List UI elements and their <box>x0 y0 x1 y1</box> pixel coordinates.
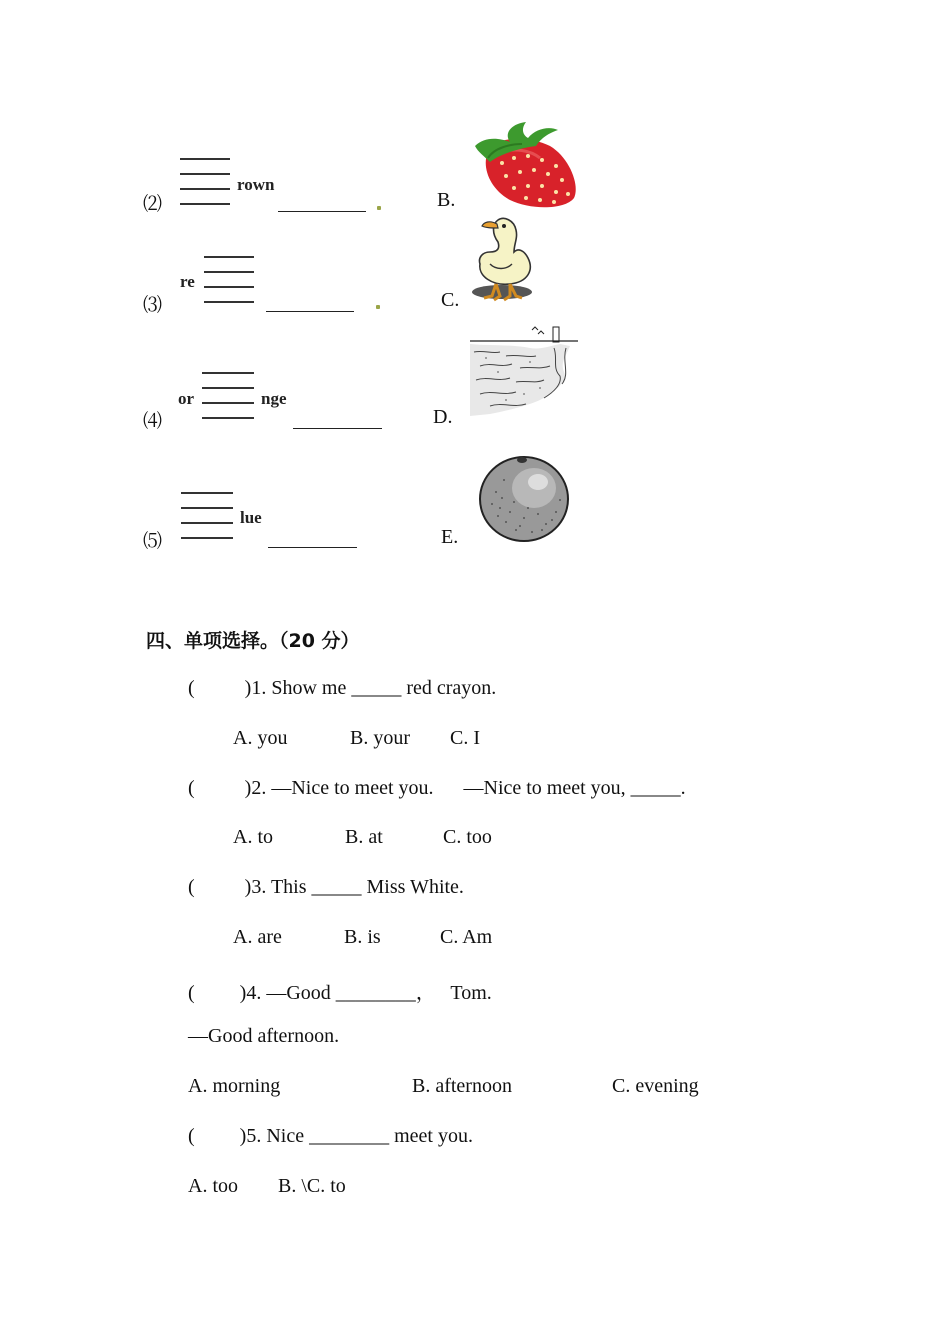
four-line-grid <box>202 372 254 432</box>
answer-blank[interactable] <box>266 311 354 312</box>
question-stem: ( )2. —Nice to meet you. —Nice to meet you, _____. <box>188 777 686 799</box>
option-a[interactable]: A. to <box>233 826 273 848</box>
four-line-grid <box>204 256 254 316</box>
option-b[interactable]: B. afternoon <box>412 1075 512 1097</box>
option-a[interactable]: A. morning <box>188 1075 281 1097</box>
duck-picture <box>470 212 540 304</box>
choice-letter: E. <box>441 526 459 548</box>
choice-letter: C. <box>441 289 460 311</box>
item-number: ⑶ <box>143 294 163 316</box>
answer-blank[interactable] <box>268 547 357 548</box>
word-fragment-suffix: rown <box>237 175 275 194</box>
option-c[interactable]: C. evening <box>612 1075 699 1097</box>
river-picture <box>470 322 578 420</box>
item-number: ⑸ <box>143 530 163 552</box>
dot-mark <box>376 305 380 309</box>
item-number: ⑷ <box>143 410 163 432</box>
question-stem: ( )4. —Good ________， Tom. <box>188 982 492 1004</box>
item-number: ⑵ <box>143 193 163 215</box>
option-a[interactable]: A. too <box>188 1175 238 1197</box>
word-fragment-prefix: or <box>178 389 195 408</box>
option-c[interactable]: C. I <box>450 727 480 749</box>
option-b[interactable]: B. your <box>350 727 410 749</box>
answer-blank[interactable] <box>293 428 382 429</box>
section-heading: 四、单项选择。（20 分） <box>146 630 360 652</box>
question-stem: ( )3. This _____ Miss White. <box>188 876 464 898</box>
question-stem: ( )1. Show me _____ red crayon. <box>188 677 497 699</box>
question-stem: ( )5. Nice ________ meet you. <box>188 1125 473 1147</box>
word-fragment-suffix: lue <box>240 508 262 527</box>
option-a[interactable]: A. are <box>233 926 282 948</box>
option-b[interactable]: B. at <box>345 826 383 848</box>
strawberry-picture <box>470 118 580 210</box>
four-line-grid <box>180 158 230 218</box>
answer-blank[interactable] <box>278 211 366 212</box>
option-c[interactable]: C. too <box>443 826 492 848</box>
word-fragment-suffix: nge <box>261 389 287 408</box>
option-b[interactable]: B. \C. to <box>278 1175 346 1197</box>
choice-letter: B. <box>437 189 456 211</box>
orange-picture <box>476 452 576 544</box>
four-line-grid <box>181 492 233 552</box>
option-c[interactable]: C. Am <box>440 926 493 948</box>
dot-mark <box>377 206 381 210</box>
question-reply: —Good afternoon. <box>188 1025 340 1047</box>
word-fragment-prefix: re <box>180 272 195 291</box>
choice-letter: D. <box>433 406 453 428</box>
option-b[interactable]: B. is <box>344 926 381 948</box>
option-a[interactable]: A. you <box>233 727 288 749</box>
